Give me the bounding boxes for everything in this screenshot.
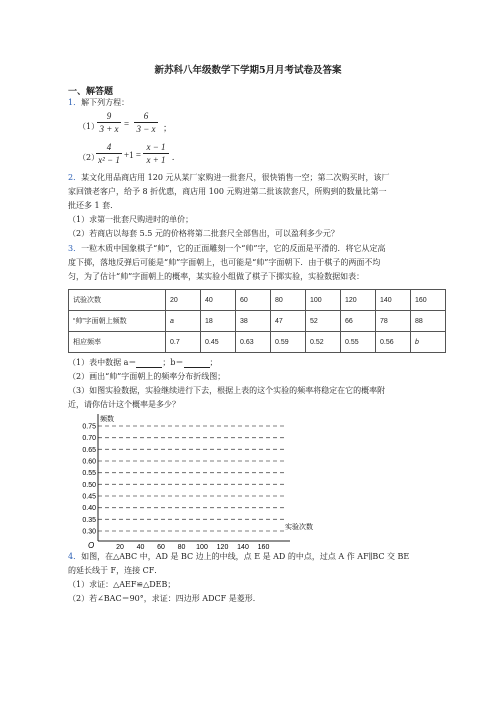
table-cell: 78 (376, 311, 411, 332)
table-cell: b (411, 332, 446, 353)
question-3-text: 一粒木质中国象棋子“帅”，它的正面雕刻一个“帅”字，它的反面是平滑的．将它从定高 (81, 244, 386, 253)
question-3-line-1 (68, 243, 385, 254)
fraction-denominator: 3 + x (99, 124, 119, 134)
table-cell: 0.59 (271, 332, 306, 353)
x-tick-label: 20 (116, 544, 124, 550)
table-cell: 52 (306, 311, 341, 332)
question-3-sub-2: （2）画出“帅”字面朝上的频率分布折线图； (68, 372, 226, 381)
table-cell: 38 (236, 311, 271, 332)
table-row (69, 311, 446, 332)
y-tick-label: 0.60 (82, 458, 96, 466)
question-3-line-2: 度下掷，落地反弹后可能是“帅”字面朝上，也可能是“帅”字面朝下．由于棋子的两面不均 (68, 258, 381, 267)
table-cell: 120 (341, 290, 376, 311)
q1-part2-label: （2） (78, 153, 100, 162)
table-cell: 0.55 (341, 332, 376, 353)
document-title: 新苏科八年级数学下学期5月月考试卷及答案 (154, 65, 342, 76)
question-1-number: 1． (68, 98, 82, 107)
table-cell: 88 (411, 311, 446, 332)
answer-blank-a[interactable] (136, 359, 162, 368)
x-tick-label: 100 (196, 544, 208, 550)
table-cell: 60 (236, 290, 271, 311)
fraction-numerator: 4 (106, 142, 112, 152)
fraction-numerator: x − 1 (146, 142, 166, 152)
y-tick-label: 0.55 (82, 470, 96, 478)
table-cell: 0.52 (306, 332, 341, 353)
q1-part1-right-fraction (134, 111, 158, 134)
y-tick-labels (82, 424, 96, 536)
question-4-line-1 (68, 551, 409, 562)
question-4-line-2: 的延长线于 F，连接 CF． (68, 566, 163, 575)
question-3-sub-1 (68, 357, 218, 368)
fraction-denominator: x + 1 (146, 155, 166, 165)
q1-part2-left-fraction (96, 142, 122, 165)
sub-1-text-b: ；b＝ (162, 358, 184, 367)
y-tick-label: 0.30 (82, 528, 96, 536)
question-2-text: 某文化用品商店用 120 元从某厂家购进一批套尺，很快销售一空；第二次购买时，该厂 (81, 173, 390, 182)
question-4-text: 如图，在△ABC 中，AD 是 BC 边上的中线，点 E 是 AD 的中点，过点 A 作 AF∥BC 交 BE (81, 552, 410, 561)
sub-1-text-c: ； (209, 358, 218, 367)
question-2-line-1 (68, 172, 389, 183)
table-cell: 140 (376, 290, 411, 311)
q1-part1-left-fraction (97, 111, 121, 134)
question-4-sub-2: （2）若∠BAC＝90°，求证：四边形 ADCF 是菱形． (68, 594, 261, 603)
x-tick-label: 60 (157, 544, 165, 550)
q1-part2-right-fraction (143, 142, 169, 165)
table-cell: 47 (271, 311, 306, 332)
question-3-sub-3-line-2: 近，请你估计这个概率是多少？ (68, 400, 180, 409)
table-row (69, 332, 446, 353)
fraction-numerator: 6 (143, 111, 149, 121)
table-cell: 0.45 (201, 332, 236, 353)
y-tick-label: 0.75 (82, 423, 96, 431)
table-cell: 18 (201, 311, 236, 332)
fraction-numerator: 9 (106, 111, 112, 121)
table-cell: 40 (201, 290, 236, 311)
chart-grid (98, 426, 285, 531)
table-row (69, 290, 446, 311)
q1-part2-plus-one: +1 = (124, 150, 141, 160)
y-tick-label: 0.40 (82, 505, 96, 513)
x-tick-label: 120 (216, 544, 229, 550)
question-3-line-3: 匀，为了估计“帅”字面朝上的概率，某实验小组做了棋子下掷实验，实验数据如表： (68, 272, 365, 281)
question-1-text: 解下列方程： (81, 98, 130, 107)
question-3-number: 3． (68, 244, 82, 253)
fraction-denominator: x² − 1 (98, 155, 120, 165)
x-tick-label: 140 (237, 544, 249, 550)
question-2-sub-2: （2）若商店以每套 5.5 元的价格将第二批套尺全部售出，可以盈利多少元？ (68, 229, 339, 238)
experiment-data-table (68, 289, 446, 353)
table-header-cell: “帅”字面朝上频数 (69, 311, 166, 332)
x-tick-labels (116, 544, 269, 550)
question-1-stem (68, 97, 129, 108)
table-cell: 20 (166, 290, 201, 311)
section-heading: 一、解答题 (68, 86, 114, 96)
y-tick-label: 0.65 (82, 446, 96, 454)
question-2-sub-1: （1）求第一批套尺购进时的单价； (68, 215, 194, 224)
table-header-cell: 试验次数 (69, 290, 166, 311)
q1-part2-end: . (172, 152, 175, 162)
table-cell: 0.56 (376, 332, 411, 353)
table-cell: 66 (341, 311, 376, 332)
origin-label: O (88, 541, 95, 550)
question-4-number: 4． (68, 552, 82, 561)
question-2-number: 2． (68, 173, 82, 182)
q1-part1-end: ； (163, 123, 173, 133)
y-tick-label: 0.70 (82, 435, 96, 443)
y-tick-label: 0.45 (82, 493, 96, 501)
sub-1-text-a: （1）表中数据 a＝ (68, 358, 137, 367)
question-2-line-2: 家回馈老客户，给予 8 折优惠，商店用 100 元购进第二批该款套尺，所购到的数量比第一 (68, 187, 387, 196)
question-3-sub-3-line-1: （3）如图实验数据，实验继续进行下去，根据上表的这个实验的频率将稳定在它的概率附 (68, 386, 386, 395)
question-2-line-3: 批还多 1 套． (68, 201, 119, 210)
table-cell: 100 (306, 290, 341, 311)
q1-part1-equals: = (124, 119, 130, 129)
y-tick-label: 0.35 (82, 516, 96, 524)
table-header-cell: 相应频率 (69, 332, 166, 353)
x-tick-label: 160 (257, 544, 270, 550)
table-cell: 0.63 (236, 332, 271, 353)
table-cell: 80 (271, 290, 306, 311)
table-cell: a (166, 311, 201, 332)
x-tick-label: 40 (136, 544, 145, 550)
fraction-denominator: 3 − x (136, 124, 156, 134)
y-axis-label: 频数 (100, 416, 114, 423)
table-cell: 0.7 (166, 332, 201, 353)
answer-blank-b[interactable] (184, 359, 210, 368)
question-4-sub-1: （1）求证：△AEF≌△DEB； (68, 580, 176, 589)
q1-part1-label: （1） (78, 122, 100, 131)
table-cell: 160 (411, 290, 446, 311)
frequency-chart (80, 412, 330, 550)
x-axis-label: 实验次数 (285, 524, 313, 531)
y-tick-label: 0.50 (82, 481, 96, 489)
x-tick-label: 80 (177, 544, 186, 550)
